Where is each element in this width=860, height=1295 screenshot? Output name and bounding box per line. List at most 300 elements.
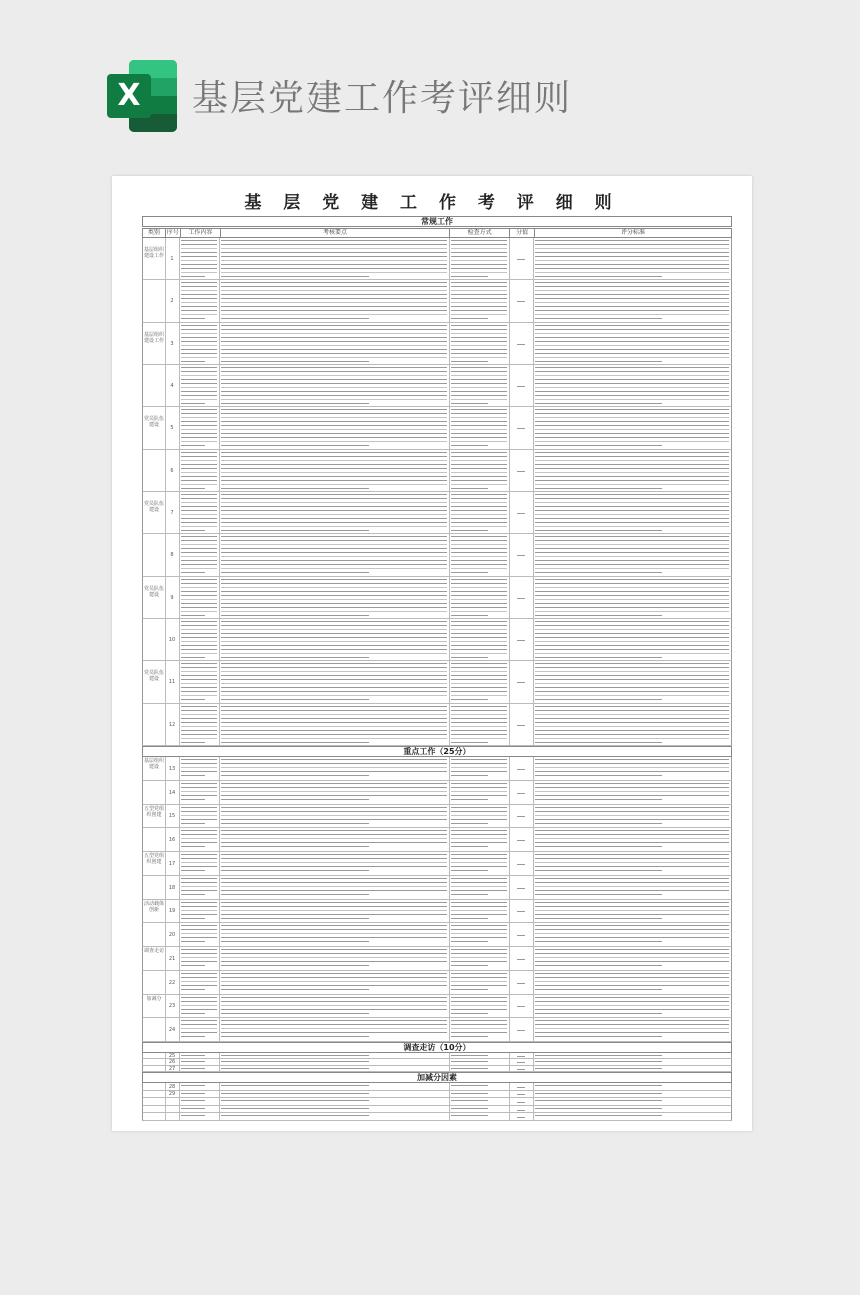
text-line — [181, 476, 217, 477]
text-line — [535, 595, 729, 596]
text-line — [221, 683, 447, 684]
text-line — [181, 437, 217, 438]
text-line — [221, 536, 447, 537]
table-cell — [533, 1018, 731, 1041]
text-line — [451, 452, 507, 453]
text-line — [221, 345, 447, 346]
text-line — [221, 1085, 369, 1086]
text-line — [221, 819, 447, 820]
text-line — [181, 615, 205, 616]
table-cell — [533, 238, 731, 279]
text-line — [535, 361, 662, 362]
category-label: 加减分 — [146, 995, 162, 1002]
text-line — [535, 933, 729, 934]
text-line — [535, 518, 729, 519]
text-line — [451, 738, 507, 739]
table-cell — [143, 661, 166, 702]
table-cell — [509, 852, 534, 875]
row-number: 3 — [170, 340, 174, 347]
text-line — [181, 540, 217, 541]
text-line — [221, 830, 447, 831]
table-cell — [533, 619, 731, 660]
text-line — [181, 683, 217, 684]
text-line — [451, 510, 507, 511]
table-cell — [219, 923, 450, 946]
text-line — [451, 675, 507, 676]
text-line — [535, 726, 729, 727]
table-cell — [533, 947, 731, 970]
text-line — [181, 799, 205, 800]
table-row — [142, 704, 732, 746]
text-line — [181, 1100, 205, 1101]
text-line — [221, 846, 369, 847]
table-cell — [509, 876, 534, 899]
text-line — [221, 882, 447, 883]
row-number: 4 — [170, 383, 174, 390]
text-line — [221, 910, 447, 911]
text-line — [451, 395, 507, 396]
table-cell — [449, 1083, 510, 1090]
table-cell — [143, 1113, 166, 1120]
row-number: 15 — [168, 813, 176, 820]
text-line — [221, 409, 447, 410]
text-line — [221, 437, 447, 438]
text-line — [181, 854, 217, 855]
text-line — [221, 914, 447, 915]
text-line — [535, 937, 729, 938]
table-cell — [509, 238, 534, 279]
text-line — [181, 858, 217, 859]
text-line — [535, 611, 729, 612]
text-line — [181, 823, 205, 824]
text-line — [535, 357, 729, 358]
text-line — [535, 645, 729, 646]
table-cell — [143, 971, 166, 994]
text-line — [535, 564, 729, 565]
text-line — [451, 1055, 488, 1056]
table-cell — [165, 1059, 180, 1064]
text-line — [535, 579, 729, 580]
text-line — [535, 417, 729, 418]
table-cell — [533, 1066, 731, 1071]
text-line — [535, 795, 729, 796]
text-line — [221, 649, 447, 650]
row-number: 1 — [170, 256, 174, 263]
text-line — [451, 815, 507, 816]
text-line — [451, 699, 488, 700]
text-line — [451, 488, 488, 489]
text-line — [535, 675, 729, 676]
text-line — [451, 1024, 507, 1025]
table-cell — [533, 704, 731, 745]
text-line — [535, 691, 729, 692]
text-line — [451, 583, 507, 584]
text-line — [181, 663, 217, 664]
text-line — [535, 244, 729, 245]
text-line — [221, 1020, 447, 1021]
text-line — [451, 403, 488, 404]
row-number: 26 — [168, 1059, 176, 1065]
row-number: 22 — [168, 979, 176, 986]
text-line — [221, 734, 447, 735]
text-line — [535, 637, 729, 638]
text-line — [451, 572, 488, 573]
table-cell — [179, 577, 220, 618]
text-line — [535, 1108, 662, 1109]
text-line — [181, 722, 217, 723]
text-line — [181, 452, 217, 453]
text-line — [535, 498, 729, 499]
table-cell — [219, 995, 450, 1018]
text-line — [451, 1001, 507, 1002]
text-line — [535, 842, 729, 843]
category-label: 基层组织建设工作 — [144, 331, 165, 344]
row-number: 29 — [168, 1091, 176, 1098]
category-label: 调查走访 — [144, 948, 165, 954]
text-line — [181, 902, 217, 903]
text-line — [535, 830, 729, 831]
text-line — [535, 890, 729, 891]
table-cell — [143, 619, 166, 660]
text-line — [181, 413, 217, 414]
table-cell — [179, 1018, 220, 1041]
text-line — [221, 556, 447, 557]
table-cell — [533, 757, 731, 780]
text-line — [451, 710, 507, 711]
text-line — [451, 949, 507, 950]
text-line — [517, 1006, 525, 1007]
text-line — [451, 595, 507, 596]
table-cell — [449, 805, 510, 828]
table-cell — [165, 805, 180, 828]
text-line — [221, 1108, 369, 1109]
table-cell — [219, 577, 450, 618]
text-line — [221, 625, 447, 626]
text-line — [535, 695, 729, 696]
table-cell — [449, 323, 510, 364]
text-line — [535, 433, 729, 434]
text-line — [181, 345, 217, 346]
text-line — [535, 1005, 729, 1006]
text-line — [535, 886, 729, 887]
text-line — [451, 906, 507, 907]
table-cell — [509, 1083, 534, 1090]
table-cell — [143, 995, 166, 1018]
text-line — [221, 314, 447, 315]
table-cell — [143, 900, 166, 923]
text-line — [181, 842, 217, 843]
table-row — [142, 577, 732, 619]
text-line — [451, 260, 507, 261]
text-line — [181, 771, 217, 772]
text-line — [451, 1036, 488, 1037]
table-cell — [179, 1098, 220, 1105]
text-line — [221, 268, 447, 269]
text-line — [221, 629, 447, 630]
text-line — [181, 965, 205, 966]
text-line — [451, 1093, 488, 1094]
title-banner — [0, 0, 860, 170]
text-line — [221, 957, 447, 958]
text-line — [535, 902, 729, 903]
text-line — [221, 722, 447, 723]
table-cell — [219, 1098, 450, 1105]
text-line — [221, 706, 447, 707]
text-line — [451, 1005, 507, 1006]
text-line — [181, 441, 217, 442]
text-line — [221, 375, 447, 376]
table-cell — [165, 238, 180, 279]
table-cell — [143, 828, 166, 851]
text-line — [451, 409, 507, 410]
text-line — [535, 687, 729, 688]
text-line — [221, 862, 447, 863]
text-line — [221, 1009, 447, 1010]
text-line — [221, 611, 447, 612]
text-line — [221, 767, 447, 768]
table-cell — [165, 1091, 180, 1098]
table-cell — [449, 876, 510, 899]
table-cell — [449, 1053, 510, 1058]
text-line — [221, 333, 447, 334]
text-line — [221, 645, 447, 646]
text-line — [221, 791, 447, 792]
table-cell — [165, 661, 180, 702]
table-cell — [143, 238, 166, 279]
text-line — [181, 383, 217, 384]
table-cell — [509, 280, 534, 321]
text-line — [535, 506, 729, 507]
text-line — [535, 799, 662, 800]
text-line — [535, 318, 662, 319]
text-line — [181, 629, 217, 630]
table-cell — [219, 971, 450, 994]
table-cell — [509, 1059, 534, 1064]
text-line — [221, 965, 369, 966]
text-line — [221, 353, 447, 354]
text-line — [181, 645, 217, 646]
text-line — [181, 1009, 217, 1010]
text-line — [181, 878, 217, 879]
text-line — [451, 341, 507, 342]
text-line — [221, 1093, 369, 1094]
table-cell — [533, 1098, 731, 1105]
table-row — [142, 492, 732, 534]
text-line — [181, 714, 217, 715]
text-line — [181, 981, 217, 982]
table-cell — [165, 492, 180, 533]
text-line — [181, 472, 217, 473]
text-line — [451, 799, 488, 800]
text-line — [451, 460, 507, 461]
text-line — [535, 641, 729, 642]
text-line — [451, 918, 488, 919]
text-line — [221, 294, 447, 295]
table-cell — [449, 1018, 510, 1041]
text-line — [221, 710, 447, 711]
text-line — [517, 983, 525, 984]
table-cell — [509, 1066, 534, 1071]
table-cell — [143, 1098, 166, 1105]
table-cell — [143, 450, 166, 491]
text-line — [535, 367, 729, 368]
text-line — [451, 890, 507, 891]
col-score: 分值 — [510, 229, 535, 237]
table-cell — [179, 995, 220, 1018]
text-line — [181, 464, 217, 465]
text-line — [535, 349, 729, 350]
text-line — [181, 1061, 205, 1062]
table-cell — [165, 1066, 180, 1071]
table-cell — [165, 1083, 180, 1090]
text-line — [451, 621, 507, 622]
text-line — [221, 399, 447, 400]
text-line — [221, 548, 447, 549]
text-line — [181, 583, 217, 584]
text-line — [451, 767, 507, 768]
text-line — [221, 925, 447, 926]
row-number: 28 — [168, 1083, 176, 1090]
text-line — [451, 441, 507, 442]
text-line — [451, 240, 507, 241]
text-line — [181, 526, 217, 527]
text-line — [451, 349, 507, 350]
text-line — [181, 918, 205, 919]
text-line — [451, 771, 507, 772]
text-line — [535, 1032, 729, 1033]
text-line — [221, 583, 447, 584]
text-line — [535, 421, 729, 422]
text-line — [451, 679, 507, 680]
section-header-adjustments: 加减分因素 — [142, 1072, 732, 1083]
text-line — [535, 468, 729, 469]
category-label: 活动载体创新 — [144, 900, 165, 913]
category-label: 党员队伍建设 — [144, 501, 165, 514]
table-cell — [165, 450, 180, 491]
text-line — [535, 918, 662, 919]
text-line — [221, 472, 447, 473]
table-row — [142, 619, 732, 661]
text-line — [221, 480, 447, 481]
text-line — [451, 862, 507, 863]
text-line — [451, 1068, 488, 1069]
text-line — [181, 290, 217, 291]
text-line — [181, 795, 217, 796]
table-cell — [533, 492, 731, 533]
text-line — [451, 937, 507, 938]
text-line — [535, 811, 729, 812]
text-line — [221, 387, 447, 388]
text-line — [535, 591, 729, 592]
text-line — [181, 997, 217, 998]
text-line — [181, 679, 217, 680]
text-line — [181, 671, 217, 672]
text-line — [181, 830, 217, 831]
text-line — [451, 282, 507, 283]
text-line — [451, 556, 507, 557]
table-row — [142, 876, 732, 900]
table-cell — [179, 900, 220, 923]
table-cell — [449, 1059, 510, 1064]
table-row — [142, 238, 732, 280]
text-line — [535, 823, 662, 824]
text-line — [451, 714, 507, 715]
row-number: 21 — [168, 955, 176, 962]
text-line — [181, 272, 217, 273]
text-line — [221, 498, 447, 499]
text-line — [181, 937, 217, 938]
table-cell — [165, 971, 180, 994]
table-cell — [509, 1098, 534, 1105]
text-line — [221, 989, 369, 990]
table-cell — [533, 323, 731, 364]
excel-letter: X — [107, 74, 151, 118]
text-line — [181, 256, 217, 257]
table-cell — [449, 971, 510, 994]
table-cell — [449, 995, 510, 1018]
text-line — [221, 633, 447, 634]
text-line — [517, 959, 525, 960]
table-cell — [219, 238, 450, 279]
text-line — [535, 260, 729, 261]
text-line — [221, 854, 447, 855]
table-cell — [179, 876, 220, 899]
text-line — [535, 914, 729, 915]
text-line — [221, 838, 447, 839]
text-line — [221, 526, 447, 527]
text-line — [535, 460, 729, 461]
text-line — [451, 763, 507, 764]
text-line — [181, 846, 205, 847]
table-cell — [509, 900, 534, 923]
text-line — [221, 675, 447, 676]
text-line — [535, 502, 729, 503]
table-cell — [509, 534, 534, 575]
col-criteria: 评分标准 — [621, 229, 646, 236]
table-cell — [509, 619, 534, 660]
text-line — [517, 1062, 525, 1063]
text-line — [451, 695, 507, 696]
text-line — [517, 816, 525, 817]
text-line — [221, 795, 447, 796]
text-line — [535, 1013, 662, 1014]
text-line — [221, 878, 447, 879]
table-cell — [165, 365, 180, 406]
text-line — [221, 973, 447, 974]
text-line — [181, 298, 217, 299]
text-line — [221, 842, 447, 843]
text-line — [181, 667, 217, 668]
text-line — [451, 456, 507, 457]
text-line — [451, 795, 507, 796]
text-line — [451, 653, 507, 654]
text-line — [451, 244, 507, 245]
table-row — [142, 1091, 732, 1099]
text-line — [517, 935, 525, 936]
text-line — [535, 985, 729, 986]
text-line — [451, 629, 507, 630]
text-line — [181, 603, 217, 604]
row-number: 19 — [168, 908, 176, 915]
text-line — [535, 256, 729, 257]
text-line — [181, 633, 217, 634]
text-line — [451, 989, 488, 990]
text-line — [451, 286, 507, 287]
table-cell — [509, 805, 534, 828]
table-row — [142, 900, 732, 924]
text-line — [451, 498, 507, 499]
text-line — [451, 886, 507, 887]
